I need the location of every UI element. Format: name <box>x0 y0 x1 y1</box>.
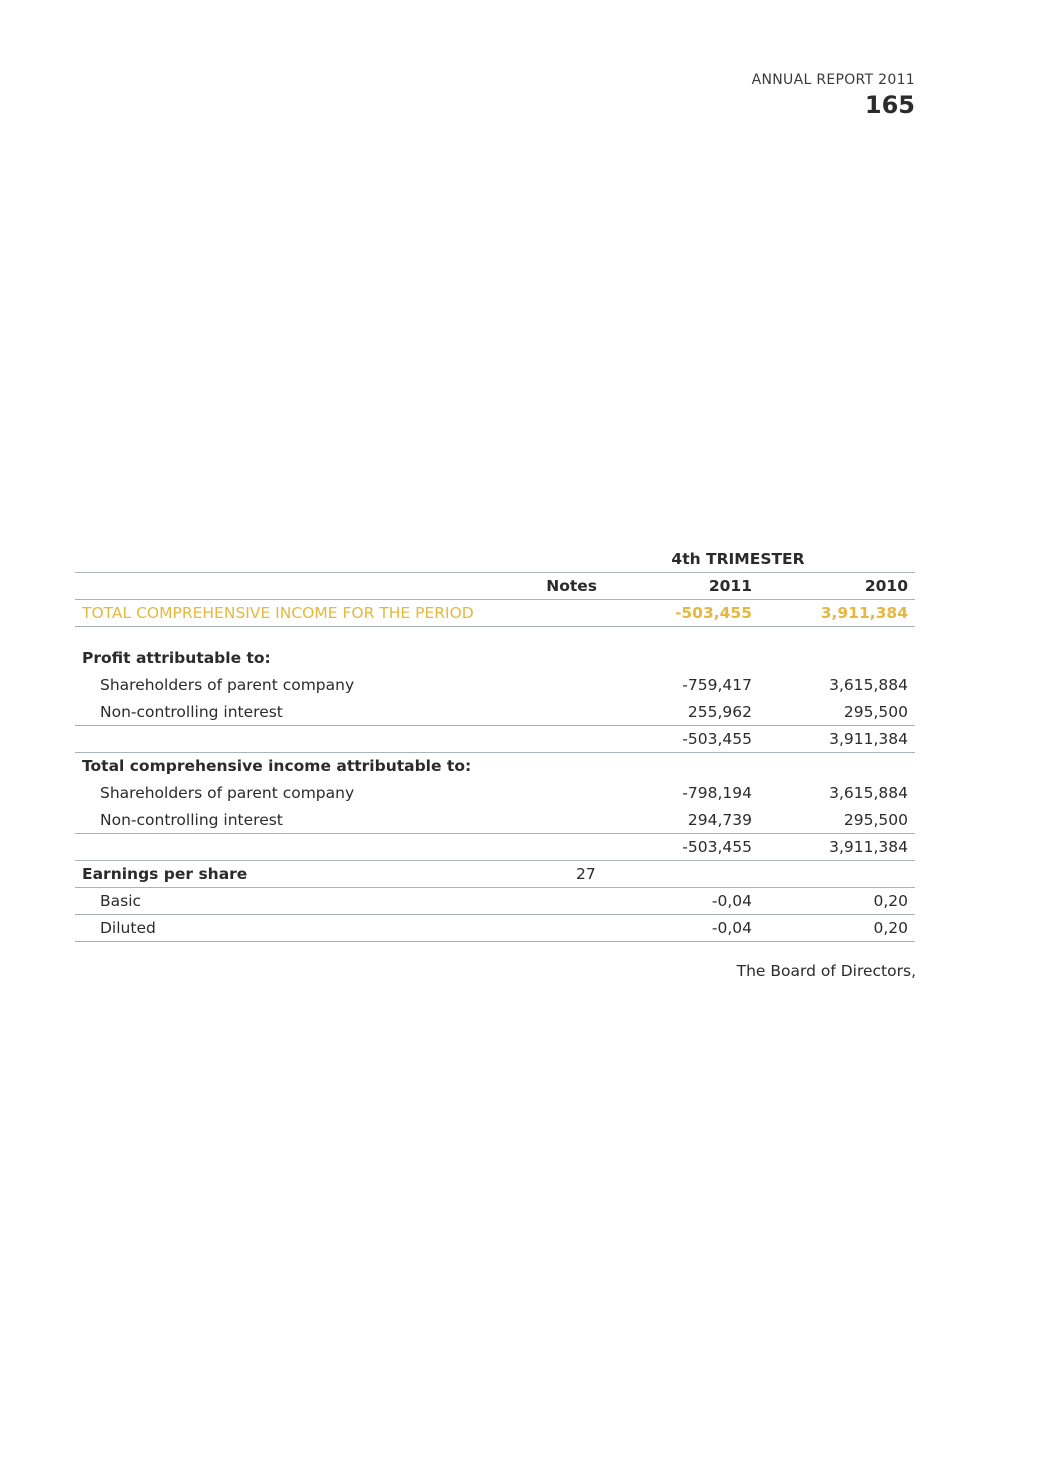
row-value-2010: 295,500 <box>843 703 908 721</box>
section-heading-row <box>75 645 915 672</box>
table-row <box>75 780 915 807</box>
subtotal-row <box>75 726 915 753</box>
row-value-2011: -798,194 <box>682 784 752 802</box>
notes-column-header: Notes <box>546 577 597 595</box>
subtotal-2010: 3,911,384 <box>829 730 908 748</box>
row-value-2011: 294,739 <box>687 811 752 829</box>
row-label: Shareholders of parent company <box>100 784 355 802</box>
row-value-2011: -759,417 <box>682 676 752 694</box>
eps-section-heading: Earnings per share <box>82 865 248 883</box>
total-row-2011: -503,455 <box>674 604 752 622</box>
row-label: Non-controlling interest <box>100 703 283 721</box>
row-label: Non-controlling interest <box>100 811 283 829</box>
row-value-2010: 0,20 <box>873 919 908 937</box>
table-row <box>75 699 915 726</box>
table-column-header-row <box>75 573 915 600</box>
row-value-2011: 255,962 <box>687 703 752 721</box>
section-heading-row <box>75 861 915 888</box>
subtotal-2011: -503,455 <box>682 730 752 748</box>
income-statement-table <box>75 546 915 942</box>
row-value-2010: 3,615,884 <box>829 784 908 802</box>
table-group-heading-row <box>75 546 915 573</box>
row-value-2011: -0,04 <box>711 892 752 910</box>
table-row <box>75 672 915 699</box>
section-heading-row <box>75 753 915 780</box>
table-row <box>75 915 915 942</box>
table-spacer <box>75 627 915 645</box>
row-label: Shareholders of parent company <box>100 676 355 694</box>
subtotal-row <box>75 834 915 861</box>
year-2011-column-header: 2011 <box>708 577 752 595</box>
total-row-label: TOTAL COMPREHENSIVE INCOME FOR THE PERIOD <box>82 604 474 622</box>
eps-note-reference: 27 <box>576 865 596 883</box>
page-number: 165 <box>864 91 915 119</box>
total-comprehensive-income-row <box>75 600 915 627</box>
period-group-heading: 4th TRIMESTER <box>671 550 805 568</box>
report-header <box>752 70 915 120</box>
year-2010-column-header: 2010 <box>864 577 908 595</box>
comprehensive-section-heading: Total comprehensive income attributable to: <box>82 757 472 775</box>
row-value-2011: -0,04 <box>711 919 752 937</box>
row-value-2010: 3,615,884 <box>829 676 908 694</box>
total-row-2010: 3,911,384 <box>820 604 908 622</box>
table-row <box>75 888 915 915</box>
profit-section-heading: Profit attributable to: <box>82 649 271 667</box>
board-of-directors-note: The Board of Directors, <box>736 962 916 980</box>
subtotal-2011: -503,455 <box>682 838 752 856</box>
row-label: Basic <box>100 892 142 910</box>
row-label: Diluted <box>100 919 156 937</box>
table-row <box>75 807 915 834</box>
report-title: ANNUAL REPORT 2011 <box>751 72 915 88</box>
row-value-2010: 0,20 <box>873 892 908 910</box>
row-value-2010: 295,500 <box>843 811 908 829</box>
subtotal-2010: 3,911,384 <box>829 838 908 856</box>
